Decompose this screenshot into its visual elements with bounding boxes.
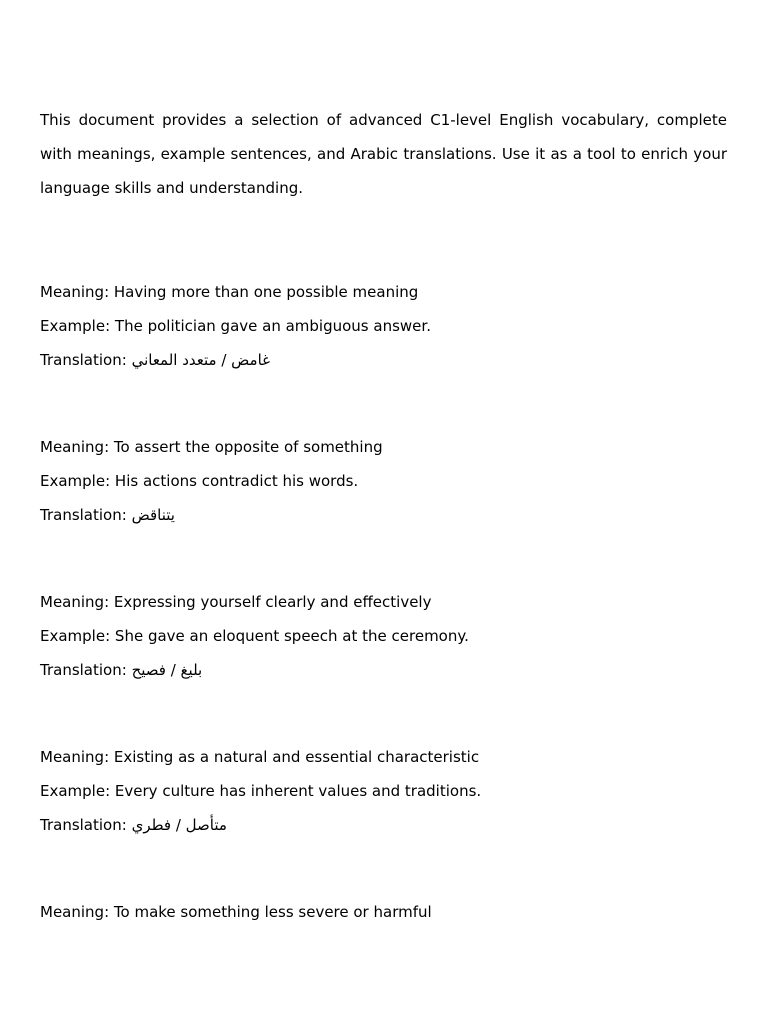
example-line — [40, 774, 727, 808]
example-label: Example: — [40, 627, 111, 645]
meaning-line — [40, 895, 727, 929]
meaning-text: Existing as a natural and essential characteristic — [113, 748, 480, 766]
meaning-line — [40, 275, 727, 309]
translation-text: غامض / متعدد المعاني — [131, 351, 271, 369]
translation-line — [40, 343, 727, 377]
translation-label: Translation: — [40, 816, 127, 834]
meaning-text: To make something less severe or harmful — [113, 903, 432, 921]
meaning-label: Meaning: — [40, 748, 110, 766]
example-line — [40, 464, 727, 498]
meaning-label: Meaning: — [40, 903, 110, 921]
meaning-line — [40, 585, 727, 619]
meaning-line — [40, 740, 727, 774]
meaning-label: Meaning: — [40, 593, 110, 611]
vocab-entry — [40, 275, 727, 377]
meaning-text: To assert the opposite of something — [113, 438, 383, 456]
example-label: Example: — [40, 782, 111, 800]
vocab-entry — [40, 895, 727, 929]
vocab-entry — [40, 430, 727, 532]
translation-label: Translation: — [40, 351, 127, 369]
example-text: Every culture has inherent values and traditions. — [114, 782, 482, 800]
vocab-entry — [40, 585, 727, 687]
example-line — [40, 619, 727, 653]
translation-label: Translation: — [40, 506, 127, 524]
example-text: She gave an eloquent speech at the ceremony. — [114, 627, 469, 645]
vocab-entry — [40, 740, 727, 842]
meaning-line — [40, 430, 727, 464]
translation-line — [40, 653, 727, 687]
translation-label: Translation: — [40, 661, 127, 679]
example-label: Example: — [40, 317, 111, 335]
meaning-label: Meaning: — [40, 283, 110, 301]
example-text: His actions contradict his words. — [114, 472, 359, 490]
meaning-text: Expressing yourself clearly and effectively — [113, 593, 432, 611]
intro-paragraph: This document provides a selection of advanced C1-level English vocabulary, complete with meanings, example sentences, and Arabic translations. Use it as a tool to enrich your language skills and understanding. — [40, 111, 727, 197]
example-label: Example: — [40, 472, 111, 490]
translation-line — [40, 808, 727, 842]
meaning-label: Meaning: — [40, 438, 110, 456]
example-text: The politician gave an ambiguous answer. — [114, 317, 431, 335]
example-line — [40, 309, 727, 343]
translation-text: متأصل / فطري — [131, 816, 227, 834]
translation-text: يتناقض — [131, 506, 175, 524]
meaning-text: Having more than one possible meaning — [113, 283, 419, 301]
translation-text: بليغ / فصيح — [131, 661, 203, 679]
translation-line — [40, 498, 727, 532]
